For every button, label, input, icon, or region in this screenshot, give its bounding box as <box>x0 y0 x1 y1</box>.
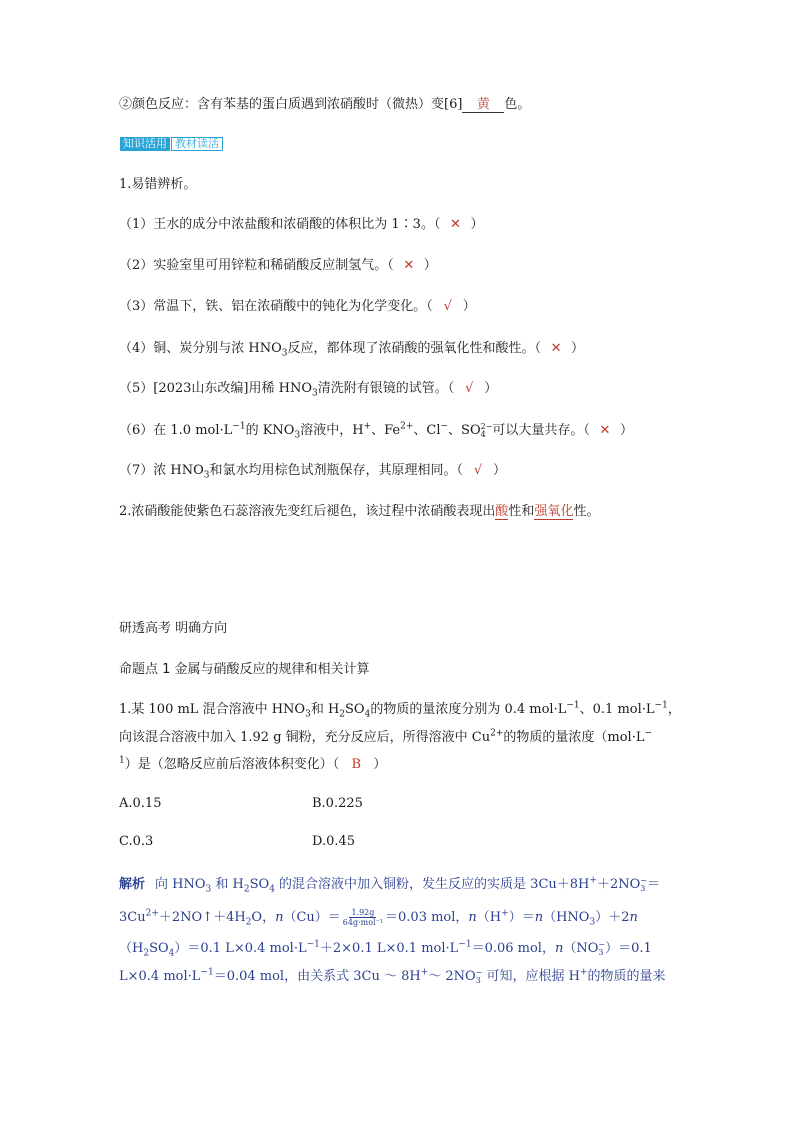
check-mark-icon: √ <box>465 381 474 396</box>
list-item: （1）王水的成分中浓盐酸和浓硝酸的体积比为 1∶3。（ ✕ ） <box>119 217 484 232</box>
problem-line-3: $^1$）是（忽略反应前后溶液体积变化）（ B ） <box>119 755 387 772</box>
intro-line: ②颜色反应：含有苯基的蛋白质遇到浓硝酸时（微热）变[6] 黄 色。 <box>119 97 531 112</box>
wrong-mark-icon: ✕ <box>403 258 415 273</box>
wrong-mark-icon: ✕ <box>599 423 611 438</box>
fraction: $\frac{1.92g}{\text{64g·mol⁻¹}}$ <box>342 908 384 927</box>
problem-line-2: 向该混合溶液中加入 1.92 g 铜粉，充分反应后，所得溶液中 $Cu^{2+}$的物质的量浓度（mol·L− <box>119 728 653 745</box>
option-c: C.0.3 <box>119 834 154 849</box>
wrong-mark-icon: ✕ <box>550 341 562 356</box>
q2-answer-1: 酸 <box>495 504 509 519</box>
list-item: （2）实验室里可用锌粒和稀硝酸反应制氢气。（ ✕ ） <box>119 258 437 273</box>
solution-line-2: $3Cu^{2+}+2NO↑+4H_2O$，n（Cu）＝ $\frac{1.92g}{\text{64g·mol⁻¹}}$ ＝0.03 mol，$n(H^+)=n(HNO_3)+2n$ <box>119 908 638 928</box>
solution-label: 解析 <box>119 877 146 892</box>
solution-line-1: 解析 向 $HNO_3$ 和 $H_2SO_4$ 的混合溶液中加入铜粉，发生反应的实质是 3Cu＋8H+＋2NO − 3 ＝ <box>119 875 660 895</box>
list-item: （5）[2023山东改编]用稀 $HNO_3$清洗附有银镜的试管。（ √ ） <box>119 381 498 399</box>
problem-line-1: 1.某 100 mL 混合溶液中 $HNO_3$和 $H_2SO_4$的物质的量浓度分别为 0.4 $mol\cdot L^{-1}$、0.1 $mol\cdot L^{-1}$， <box>119 700 681 720</box>
list-item: （6）在 1.0 $mol\cdot L^{-1}$的 $KNO_3$溶液中，H+、$Fe^{2+}$、Cl−、SO 2− 4 可以大量共存。（ ✕ ） <box>119 421 633 441</box>
option-a: A.0.15 <box>119 796 162 811</box>
q1-title: 1.易错辨析。 <box>119 177 197 192</box>
q2-line: 2.浓硝酸能使紫色石蕊溶液先变红后褪色，该过程中浓硝酸表现出酸性和强氧化性。 <box>119 504 600 519</box>
intro-answer: 黄 <box>462 98 504 113</box>
check-mark-icon: √ <box>473 463 483 478</box>
topic-heading: 命题点 1 金属与硝酸反应的规律和相关计算 <box>119 662 370 677</box>
option-b: B.0.225 <box>312 796 363 811</box>
solution-line-4: L×0.4 $mol\cdot L^{-1}=0.04$ mol，由关系式 3Cu ～ 8H+～ 2NO − 3 可知，应根据 H+的物质的量来 <box>119 967 666 985</box>
option-d: D.0.45 <box>312 834 356 849</box>
section-title: 研透高考 明确方向 <box>119 621 228 636</box>
problem-answer: B <box>351 757 362 772</box>
wrong-mark-icon: ✕ <box>450 217 461 232</box>
list-item: （4）铜、炭分别与浓 $HNO_3$反应，都体现了浓硝酸的强氧化性和酸性。（ ✕ ） <box>119 341 585 359</box>
check-mark-icon: √ <box>443 299 452 314</box>
section-badge: 知识活用 教材读活 <box>120 137 223 151</box>
list-item: （3）常温下，铁、铝在浓硝酸中的钝化为化学变化。（ √ ） <box>119 299 476 314</box>
list-item: （7）浓 $HNO_3$和氯水均用棕色试剂瓶保存，其原理相同。（ √ ） <box>119 463 507 481</box>
solution-line-3: $(H_2SO_4)=0.1$ L×0.4 $mol\cdot L^{-1}+2\times 0.1$ L×0.1 $mol\cdot L^{-1}=0.06$ mol，n（NO − 3 ）＝0.1 <box>119 939 652 959</box>
q2-answer-2: 强氧化 <box>534 504 574 519</box>
